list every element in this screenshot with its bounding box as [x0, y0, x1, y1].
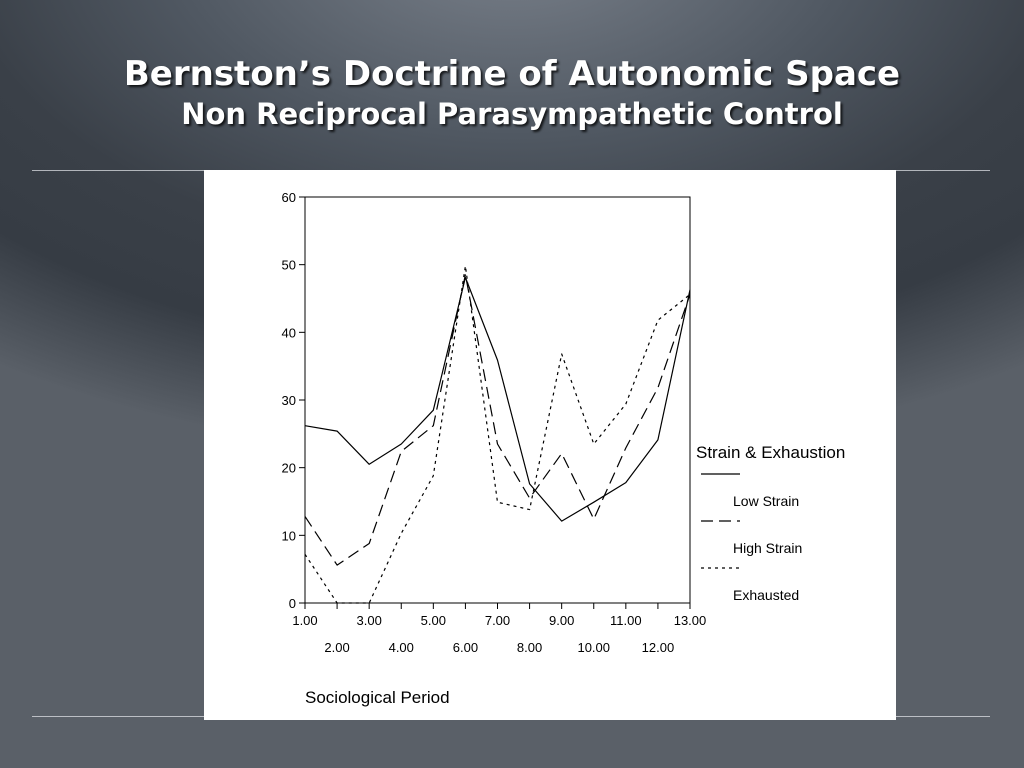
- x-tick-label: 10.00: [577, 640, 611, 655]
- legend-label-1: Low Strain: [733, 493, 800, 509]
- x-tick-label: 2.00: [324, 640, 350, 655]
- title-block: [0, 52, 1024, 132]
- x-tick-label: 12.00: [641, 640, 675, 655]
- x-tick-label: 11.00: [610, 613, 642, 628]
- series-line-1: [305, 278, 690, 522]
- series-layer: [305, 266, 690, 603]
- x-tick-label: 6.00: [452, 640, 479, 655]
- x-tick-label: 3.00: [356, 613, 382, 628]
- legend-label-3: Exhausted: [733, 587, 800, 603]
- x-axis: [292, 603, 706, 655]
- y-tick-label: 30: [281, 393, 296, 408]
- x-tick-label: 5.00: [420, 613, 446, 628]
- y-tick-label: 10: [281, 528, 296, 544]
- slide-subtitle: Non Reciprocal Parasympathetic Control: [181, 97, 843, 131]
- legend: [696, 443, 845, 603]
- plot-frame: [305, 197, 690, 603]
- x-tick-label: 13.00: [673, 613, 707, 628]
- slide-title: Bernston’s Doctrine of Autonomic Space: [123, 54, 901, 94]
- line-chart: [204, 170, 896, 720]
- y-tick-label: 20: [281, 460, 296, 476]
- y-tick-label: 40: [281, 325, 296, 341]
- y-tick-label: 50: [281, 257, 296, 273]
- legend-title: Strain & Exhaustion: [696, 443, 846, 462]
- chart-panel: [204, 170, 896, 720]
- legend-label-2: High Strain: [733, 540, 803, 556]
- y-axis: [282, 190, 305, 611]
- series-line-2: [305, 275, 690, 565]
- x-axis-title: Sociological Period: [305, 688, 450, 707]
- x-tick-label: 8.00: [516, 640, 543, 655]
- y-tick-label: 0: [288, 596, 296, 611]
- x-tick-label: 7.00: [484, 613, 511, 628]
- x-tick-label: 4.00: [388, 640, 414, 655]
- y-tick-label: 60: [281, 190, 296, 205]
- x-tick-label: 9.00: [549, 613, 575, 628]
- series-line-3: [305, 266, 690, 603]
- x-tick-label: 1.00: [292, 613, 318, 628]
